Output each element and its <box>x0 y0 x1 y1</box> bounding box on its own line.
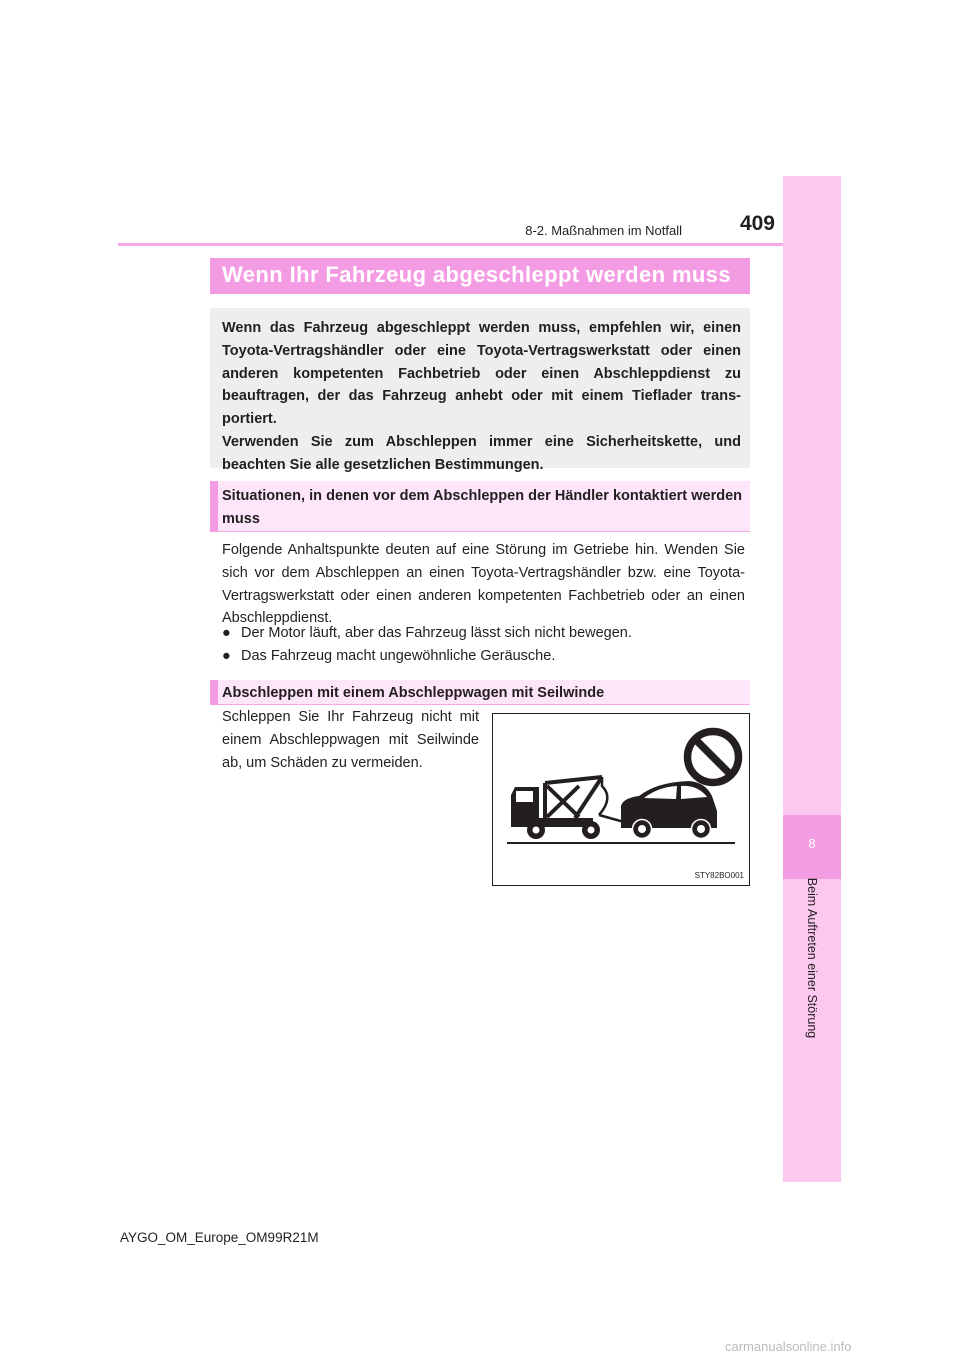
section2-heading-bar <box>210 680 218 705</box>
intro-paragraph-2: Verwenden Sie zum Abschleppen immer eine Sicherheitskette, und beachten Sie alle gesetzlichen Bestimmungen. <box>222 433 741 473</box>
bullet-icon: ● <box>222 625 231 641</box>
bullet-text: Der Motor läuft, aber das Fahrzeug lässt sich nicht bewegen. <box>241 625 632 641</box>
intro-box <box>210 308 750 473</box>
footer-document-code: AYGO_OM_Europe_OM99R21M <box>120 1230 319 1245</box>
chapter-number: 8 <box>808 836 816 851</box>
section2-body: Schleppen Sie Ihr Fahrzeug nicht mit einem Abschleppwagen mit Seilwinde ab, um Schäden zu vermeiden. <box>222 709 479 771</box>
illustration-code: STY82BO001 <box>694 871 744 880</box>
section1-heading: Situationen, in denen vor dem Abschleppen der Händler kontaktiert werden muss <box>222 488 742 527</box>
page-number: 409 <box>739 212 775 235</box>
prohibition-icon <box>688 732 739 783</box>
section2-heading: Abschleppen mit einem Abschleppwagen mit Seilwinde <box>222 685 605 701</box>
section1-heading-bar <box>210 481 218 532</box>
list-item <box>222 622 745 645</box>
tow-truck-icon <box>511 777 624 839</box>
car-icon <box>621 781 717 839</box>
list-item <box>222 645 745 668</box>
intro-paragraph-1: Wenn das Fahrzeug abgeschleppt werden muss, empfehlen wir, einen Toyota-Vertragshändler oder eine Toyota-Vertragswerkstatt oder einen anderen kompetenten Fachbetrieb oder einen Abschleppdienst zu beauftragen, der das Fahrzeug anhebt oder mit einem Tieflader transportiert. <box>222 320 741 428</box>
header-section-title: 8-2. Maßnahmen im Notfall <box>525 223 682 238</box>
tow-truck-illustration <box>493 714 749 885</box>
page-title: Wenn Ihr Fahrzeug abgeschleppt werden muss <box>222 262 732 287</box>
bullet-text: Das Fahrzeug macht ungewöhnliche Geräusche. <box>241 648 556 664</box>
header-rule <box>118 243 783 246</box>
section1-body: Folgende Anhaltspunkte deuten auf eine Störung im Getriebe hin. Wenden Sie sich vor dem Abschleppen an einen Toyota-Vertragshändler bzw. eine Toyota-Vertragswerkstatt oder einen anderen kompetenten Fachbetrieb oder an einen Abschleppdienst. <box>222 542 745 627</box>
bullet-icon: ● <box>222 648 231 664</box>
chapter-title-vertical: Beim Auftreten einer Störung <box>805 877 819 1039</box>
watermark: carmanualsonline.info <box>725 1339 852 1354</box>
